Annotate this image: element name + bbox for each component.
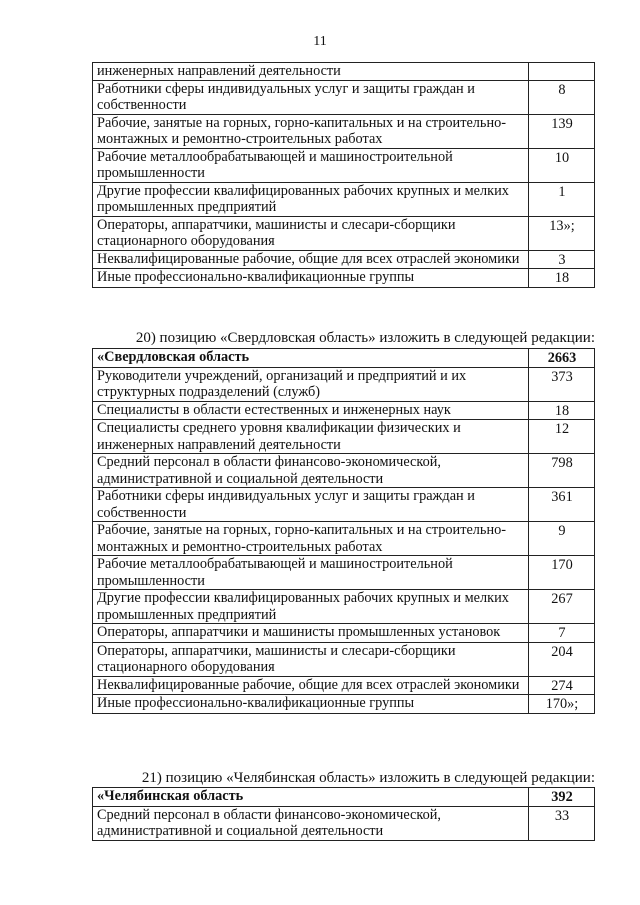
row-value: 8 bbox=[529, 80, 595, 114]
row-label: Средний персонал в области финансово-экономической, административной и социальной деятельности bbox=[93, 454, 529, 488]
region-name: «Челябинская область bbox=[93, 788, 529, 807]
table-row bbox=[93, 401, 595, 420]
row-label: Рабочие, занятые на горных, горно-капитальных и на строительно-монтажных и ремонтно-строительных работах bbox=[93, 114, 529, 148]
row-value: 9 bbox=[529, 522, 595, 556]
row-label: Специалисты в области естественных и инженерных наук bbox=[93, 401, 529, 420]
row-label: Операторы, аппаратчики, машинисты и слесари-сборщики стационарного оборудования bbox=[93, 642, 529, 676]
table-header-row bbox=[93, 349, 595, 368]
table-row bbox=[93, 522, 595, 556]
table-row bbox=[93, 695, 595, 714]
row-label: Иные профессионально-квалификационные группы bbox=[93, 269, 529, 288]
table-row bbox=[93, 806, 595, 840]
row-value: 13»; bbox=[529, 216, 595, 250]
table-row bbox=[93, 216, 595, 250]
row-value: 170 bbox=[529, 556, 595, 590]
row-label: Иные профессионально-квалификационные группы bbox=[93, 695, 529, 714]
table-sverdlovsk bbox=[92, 348, 595, 714]
table-row bbox=[93, 488, 595, 522]
row-label: Другие профессии квалифицированных рабочих крупных и мелких промышленных предприятий bbox=[93, 590, 529, 624]
row-value: 3 bbox=[529, 250, 595, 269]
row-value: 33 bbox=[529, 806, 595, 840]
row-value: 170»; bbox=[529, 695, 595, 714]
row-value: 274 bbox=[529, 676, 595, 695]
table-chelyabinsk bbox=[92, 787, 595, 841]
row-value: 18 bbox=[529, 401, 595, 420]
row-label: Рабочие, занятые на горных, горно-капитальных и на строительно-монтажных и ремонтно-строительных работах bbox=[93, 522, 529, 556]
row-label: Специалисты среднего уровня квалификации физических и инженерных направлений деятельности bbox=[93, 420, 529, 454]
table-row bbox=[93, 454, 595, 488]
row-value: 7 bbox=[529, 624, 595, 643]
table-row bbox=[93, 148, 595, 182]
table-row bbox=[93, 556, 595, 590]
page-number: 11 bbox=[313, 34, 327, 49]
region-name: «Свердловская область bbox=[93, 349, 529, 368]
row-value: 139 bbox=[529, 114, 595, 148]
table-row bbox=[93, 63, 595, 81]
table-row bbox=[93, 642, 595, 676]
table-row bbox=[93, 114, 595, 148]
table-continuation bbox=[92, 62, 595, 288]
row-label: Неквалифицированные рабочие, общие для всех отраслей экономики bbox=[93, 250, 529, 269]
table-row bbox=[93, 367, 595, 401]
row-value: 204 bbox=[529, 642, 595, 676]
region-total: 392 bbox=[529, 788, 595, 807]
row-value: 373 bbox=[529, 367, 595, 401]
row-value: 10 bbox=[529, 148, 595, 182]
row-label: Другие профессии квалифицированных рабочих крупных и мелких промышленных предприятий bbox=[93, 182, 529, 216]
table-row bbox=[93, 250, 595, 269]
paragraph-20: 20) позицию «Свердловская область» изложить в следующей редакции: bbox=[135, 330, 595, 346]
row-value: 1 bbox=[529, 182, 595, 216]
row-label: Рабочие металлообрабатывающей и машиностроительной промышленности bbox=[93, 148, 529, 182]
row-label: Работники сферы индивидуальных услуг и защиты граждан и собственности bbox=[93, 80, 529, 114]
table-row bbox=[93, 80, 595, 114]
row-value: 18 bbox=[529, 269, 595, 288]
row-value: 798 bbox=[529, 454, 595, 488]
table-row bbox=[93, 624, 595, 643]
region-total: 2663 bbox=[529, 349, 595, 368]
table-row bbox=[93, 420, 595, 454]
table-row bbox=[93, 269, 595, 288]
table-row bbox=[93, 590, 595, 624]
table-row bbox=[93, 676, 595, 695]
row-label: Неквалифицированные рабочие, общие для всех отраслей экономики bbox=[93, 676, 529, 695]
row-label: инженерных направлений деятельности bbox=[93, 63, 529, 81]
row-value: 361 bbox=[529, 488, 595, 522]
table-row bbox=[93, 182, 595, 216]
row-label: Средний персонал в области финансово-экономической, административной и социальной деятельности bbox=[93, 806, 529, 840]
paragraph-21: 21) позицию «Челябинская область» изложить в следующей редакции: bbox=[141, 770, 595, 786]
row-label: Операторы, аппаратчики и машинисты промышленных установок bbox=[93, 624, 529, 643]
row-value: 267 bbox=[529, 590, 595, 624]
table-header-row bbox=[93, 788, 595, 807]
row-label: Работники сферы индивидуальных услуг и защиты граждан и собственности bbox=[93, 488, 529, 522]
row-label: Руководители учреждений, организаций и предприятий и их структурных подразделений (служб) bbox=[93, 367, 529, 401]
row-value: 12 bbox=[529, 420, 595, 454]
row-label: Рабочие металлообрабатывающей и машиностроительной промышленности bbox=[93, 556, 529, 590]
row-label: Операторы, аппаратчики, машинисты и слесари-сборщики стационарного оборудования bbox=[93, 216, 529, 250]
row-value bbox=[529, 63, 595, 81]
